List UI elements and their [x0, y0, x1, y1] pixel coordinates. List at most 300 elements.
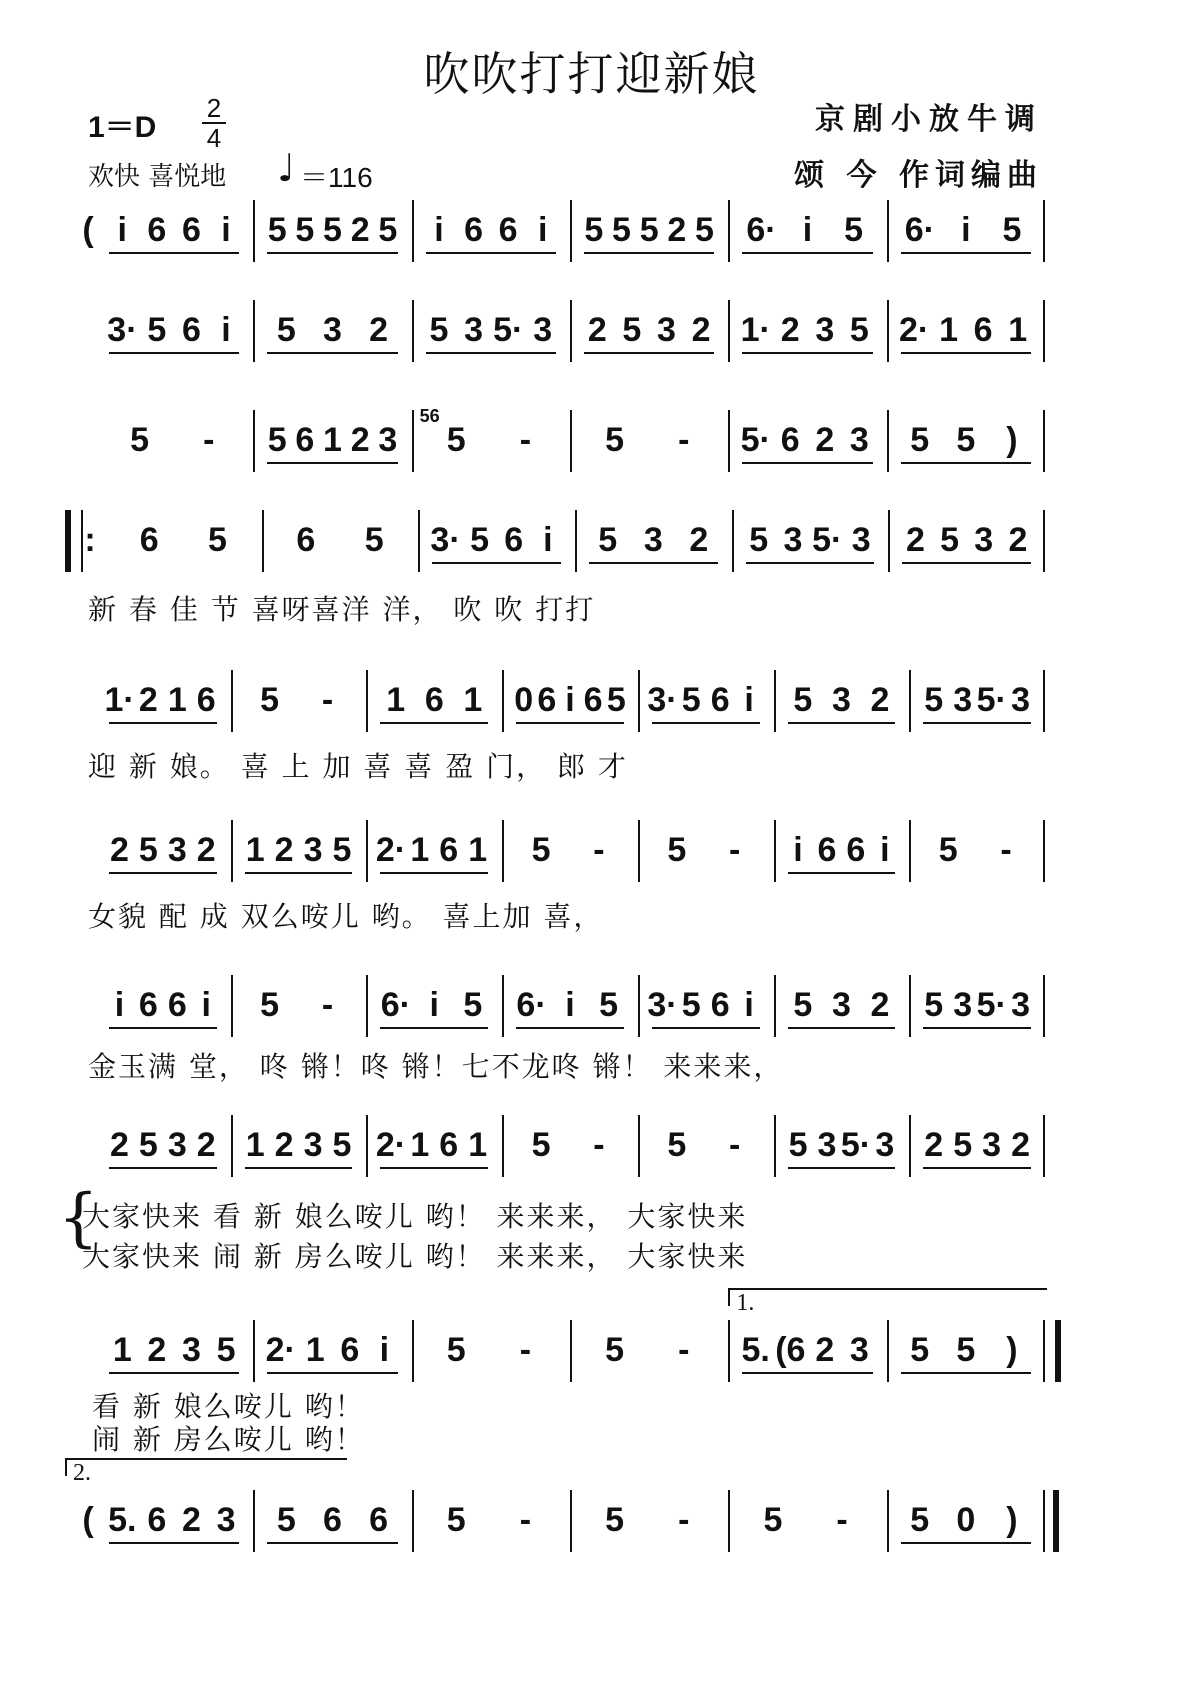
note-symbol: 5 — [910, 1331, 930, 1369]
note-symbol: 3 — [851, 521, 871, 559]
note-symbol: 5 — [378, 211, 398, 249]
note-symbol: 5 — [364, 521, 384, 559]
note-symbol: - — [321, 986, 334, 1024]
note-line — [0, 406, 1183, 470]
score-row — [0, 680, 1183, 740]
note-symbol: 5 — [446, 1331, 466, 1369]
note-symbol: 5 — [216, 1331, 236, 1369]
note-symbol: 5 — [910, 421, 930, 459]
barline — [638, 1115, 640, 1177]
note-symbol: 2 — [109, 1126, 129, 1164]
beam-underline — [109, 722, 217, 724]
score-row — [0, 520, 1183, 580]
barline — [638, 670, 640, 732]
volta-bracket — [728, 1288, 1047, 1306]
note-symbol: i — [744, 986, 754, 1024]
barline — [728, 1490, 730, 1552]
note-symbol: i — [429, 986, 439, 1024]
beam-underline — [788, 872, 896, 874]
beam-underline — [584, 252, 714, 254]
score-row — [0, 830, 1183, 890]
beam-underline — [901, 1542, 1031, 1544]
beam-underline — [923, 1167, 1031, 1169]
note-symbol: 5 — [130, 421, 150, 459]
barline — [728, 200, 730, 262]
note-line — [0, 520, 1183, 570]
note-symbol: 1 — [386, 681, 406, 719]
note-symbol: 6 — [439, 831, 459, 869]
lyric-verse-1: 大家快来 看 新 娘么咹儿 哟！ 来来来， 大家快来 — [82, 1200, 748, 1233]
note-symbol: 2· — [898, 311, 930, 349]
note-symbol: 5· — [840, 1126, 872, 1164]
beam-underline — [901, 462, 1031, 464]
barline — [909, 820, 911, 882]
beam-underline — [923, 1027, 1031, 1029]
note-symbol: 6 — [196, 681, 216, 719]
beam-underline — [267, 462, 397, 464]
note-symbol: 5 — [598, 521, 618, 559]
note-symbol: 3 — [982, 1126, 1002, 1164]
note-symbol: 5 — [260, 986, 280, 1024]
note-line — [0, 680, 1183, 730]
note-symbol: 6 — [340, 1331, 360, 1369]
note-symbol: i — [961, 211, 971, 249]
note-symbol: 5· — [493, 311, 524, 349]
note-symbol: 3 — [303, 1126, 323, 1164]
beam-underline — [267, 252, 397, 254]
note-symbol: 1 — [463, 681, 483, 719]
barline — [909, 975, 911, 1037]
score-row — [0, 1290, 1183, 1390]
note-symbol: i — [117, 211, 127, 249]
note-symbol: - — [678, 1501, 690, 1539]
note-symbol: 5· — [976, 681, 1007, 719]
note-symbol: - — [678, 1331, 690, 1369]
note-symbol: 2 — [147, 1331, 167, 1369]
note-line — [0, 310, 1183, 360]
beam-underline — [109, 1542, 239, 1544]
beam-underline — [788, 1027, 896, 1029]
score-row — [0, 310, 1183, 370]
note-symbol: 6 — [167, 986, 187, 1024]
barline — [502, 820, 504, 882]
note-symbol: 1 — [305, 1331, 325, 1369]
note-symbol: 1 — [323, 421, 342, 459]
note-symbol: 5· — [812, 521, 843, 559]
beam-underline — [245, 872, 353, 874]
barline — [575, 510, 577, 572]
lyric-verse-2: 闹 新 房么咹儿 哟！ — [92, 1423, 365, 1456]
barline — [502, 670, 504, 732]
note-symbol: 5 — [267, 211, 287, 249]
note-line — [0, 830, 1183, 880]
barline — [412, 1320, 414, 1382]
note-symbol: 3· — [107, 311, 138, 349]
note-symbol: 6 — [710, 681, 730, 719]
note-symbol: 6 — [296, 521, 316, 559]
score-row — [0, 1125, 1183, 1185]
barline — [502, 1115, 504, 1177]
note-symbol: 5 — [924, 986, 944, 1024]
beam-underline — [267, 1542, 397, 1544]
barline — [253, 200, 255, 262]
note-symbol: 5 — [849, 311, 869, 349]
score-row — [0, 1460, 1183, 1560]
note-symbol: - — [836, 1501, 848, 1539]
barline — [1043, 200, 1045, 262]
note-symbol: 1 — [468, 831, 488, 869]
note-symbol: ) — [1006, 1501, 1018, 1539]
final-barline — [1043, 1490, 1059, 1552]
score-row — [0, 985, 1183, 1045]
beam-underline — [267, 1372, 397, 1374]
barline — [887, 1320, 889, 1382]
note-symbol: 5 — [1002, 211, 1022, 249]
note-symbol: 5 — [584, 211, 604, 249]
note-symbol: 5 — [924, 681, 944, 719]
note-symbol: 5 — [599, 986, 619, 1024]
barline — [1043, 975, 1045, 1037]
lyric-line: 金玉满 堂， 咚 锵！咚 锵！七不龙咚 锵！ 来来来， — [88, 1050, 784, 1083]
note-symbol: 5 — [531, 831, 551, 869]
beam-underline — [901, 352, 1031, 354]
barline — [502, 975, 504, 1037]
note-symbol: 0 — [514, 681, 534, 719]
beam-underline — [742, 252, 872, 254]
note-symbol: 6 — [973, 311, 993, 349]
note-symbol: - — [519, 1331, 532, 1369]
note-symbol: 5 — [749, 521, 769, 559]
beam-underline — [901, 1372, 1031, 1374]
beam-underline — [742, 1372, 872, 1374]
barline — [909, 670, 911, 732]
lyric-line: 女貌 配 成 双么咹儿 哟。 喜上加 喜， — [88, 900, 604, 933]
note-symbol: 3 — [167, 1126, 187, 1164]
barline — [887, 200, 889, 262]
note-symbol: 2 — [815, 421, 835, 459]
barline — [728, 410, 730, 472]
note-symbol: - — [321, 681, 334, 719]
volta-label: 1. — [736, 1290, 755, 1316]
note-symbol: - — [593, 831, 605, 869]
barline — [888, 510, 890, 572]
barline — [887, 1490, 889, 1552]
barline — [231, 975, 233, 1037]
note-line — [0, 985, 1183, 1035]
note-symbol: 3· — [647, 986, 678, 1024]
note-symbol: 1 — [245, 831, 265, 869]
note-symbol: 3 — [849, 1331, 869, 1369]
beam-underline — [109, 352, 239, 354]
note-symbol: 2 — [274, 1126, 294, 1164]
beam-underline — [788, 722, 896, 724]
lyric-verse-1: 看 新 娘么咹儿 哟！ — [92, 1390, 365, 1423]
note-symbol: 3 — [815, 311, 835, 349]
open-paren: ( — [82, 1501, 94, 1539]
note-symbol: i — [565, 681, 575, 719]
quarter-note-icon: ♩ — [277, 146, 295, 190]
barline — [366, 670, 368, 732]
barline — [887, 410, 889, 472]
note-symbol: 3 — [323, 311, 342, 349]
note-symbol: 5. — [741, 1331, 770, 1369]
beam-underline — [746, 562, 875, 564]
time-signature-bottom: 4 — [206, 123, 222, 153]
time-signature — [200, 94, 228, 152]
barline — [253, 1320, 255, 1382]
barline — [570, 1490, 572, 1552]
note-symbol: 6 — [498, 211, 518, 249]
note-symbol: 5 — [681, 986, 701, 1024]
note-symbol: 6· — [904, 211, 935, 249]
barline — [231, 1115, 233, 1177]
note-symbol: 5 — [260, 681, 280, 719]
note-symbol: 3· — [430, 521, 461, 559]
note-symbol: 1 — [410, 1126, 430, 1164]
barline — [570, 410, 572, 472]
note-symbol: 5 — [793, 681, 813, 719]
note-symbol: i — [565, 986, 575, 1024]
note-symbol: 5 — [605, 1501, 625, 1539]
note-symbol: 6 — [780, 421, 800, 459]
barline — [412, 1490, 414, 1552]
barline — [231, 670, 233, 732]
time-signature-top: 2 — [206, 93, 222, 123]
note-symbol: 6· — [516, 986, 547, 1024]
note-symbol: 3 — [1011, 681, 1030, 719]
barline — [887, 300, 889, 362]
beam-underline — [267, 352, 397, 354]
note-symbol: 6 — [295, 421, 315, 459]
note-symbol: 6 — [504, 521, 524, 559]
note-symbol: 2 — [924, 1126, 944, 1164]
barline — [366, 975, 368, 1037]
note-symbol: 3 — [378, 421, 398, 459]
note-symbol: 5 — [605, 1331, 625, 1369]
barline — [253, 410, 255, 472]
note-symbol: 2 — [780, 311, 800, 349]
beam-underline — [516, 722, 624, 724]
note-symbol: 6 — [147, 1501, 167, 1539]
barline — [570, 1320, 572, 1382]
note-symbol: i — [221, 311, 231, 349]
note-symbol: 2 — [196, 1126, 216, 1164]
barline — [728, 1320, 730, 1382]
note-symbol: 6 — [147, 211, 167, 249]
note-symbol: 5 — [844, 211, 864, 249]
barline — [570, 300, 572, 362]
barline — [732, 510, 734, 572]
beam-underline — [426, 352, 556, 354]
volta-bracket — [65, 1458, 347, 1476]
note-symbol: 1 — [112, 1331, 132, 1369]
note-line — [0, 1125, 1183, 1175]
note-symbol: ) — [1006, 421, 1018, 459]
note-symbol: 1 — [410, 831, 430, 869]
note-symbol: 3 — [875, 1126, 895, 1164]
note-symbol: 6 — [583, 681, 603, 719]
note-symbol: 5 — [938, 831, 958, 869]
note-symbol: 5 — [276, 1501, 296, 1539]
barline — [1043, 1115, 1045, 1177]
note-symbol: 2 — [905, 521, 925, 559]
note-symbol: 6 — [138, 986, 158, 1024]
beam-underline — [901, 252, 1031, 254]
note-symbol: 6 — [439, 1126, 459, 1164]
note-symbol: 2 — [350, 421, 370, 459]
note-symbol: 6 — [424, 681, 444, 719]
note-symbol: 5 — [639, 211, 659, 249]
beam-underline — [652, 1027, 760, 1029]
note-symbol: 2 — [181, 1501, 201, 1539]
note-symbol: 5 — [138, 831, 158, 869]
barline — [728, 300, 730, 362]
note-symbol: 3 — [831, 681, 851, 719]
note-symbol: 6 — [710, 986, 730, 1024]
beam-underline — [923, 722, 1031, 724]
note-symbol: 1 — [245, 1126, 265, 1164]
note-symbol: 5 — [208, 521, 227, 559]
note-symbol: 6 — [464, 211, 483, 249]
note-symbol: - — [203, 421, 215, 459]
lyric-line: 新 春 佳 节 喜呀喜洋 洋， 吹 吹 打打 — [88, 593, 596, 626]
barline — [638, 820, 640, 882]
barline — [774, 670, 776, 732]
beam-underline — [584, 352, 714, 354]
note-symbol: 2 — [1008, 521, 1028, 559]
note-symbol: 6· — [380, 986, 411, 1024]
barline — [366, 820, 368, 882]
lyric-line: 迎 新 娘。 喜 上 加 喜 喜 盈 门， 郎 才 — [88, 750, 628, 783]
repeat-dots: : — [84, 521, 96, 559]
note-symbol: 6· — [746, 211, 777, 249]
beam-underline — [426, 252, 556, 254]
style-note: 京剧小放牛调 — [815, 102, 1043, 137]
score-row — [0, 210, 1183, 270]
note-symbol: 6 — [369, 1501, 389, 1539]
note-symbol: 3 — [953, 986, 973, 1024]
note-symbol: 2 — [870, 681, 890, 719]
note-symbol: i — [379, 1331, 390, 1369]
note-symbol: 5 — [138, 1126, 158, 1164]
note-symbol: ) — [1006, 1331, 1018, 1369]
note-symbol: i — [543, 521, 553, 559]
open-paren: ( — [82, 211, 94, 249]
note-symbol: 5 — [470, 521, 490, 559]
note-symbol: 6 — [817, 831, 837, 869]
note-symbol: 2 — [369, 311, 389, 349]
note-symbol: i — [793, 831, 803, 869]
tempo-value: ＝116 — [300, 162, 373, 193]
barline — [638, 975, 640, 1037]
beam-underline — [432, 562, 561, 564]
barline — [909, 1115, 911, 1177]
note-symbol: 3 — [953, 681, 973, 719]
barline — [253, 1490, 255, 1552]
note-symbol: 5 — [695, 211, 714, 249]
note-symbol: 3 — [831, 986, 851, 1024]
barline — [1043, 410, 1045, 472]
beam-underline — [788, 1167, 896, 1169]
note-symbol: - — [593, 1126, 605, 1164]
key-signature: 1＝D — [88, 111, 157, 144]
note-symbol: 5 — [605, 421, 625, 459]
note-symbol: 2 — [689, 521, 709, 559]
note-symbol: i — [880, 831, 890, 869]
note-symbol: - — [728, 1126, 741, 1164]
note-symbol: 5 — [267, 421, 287, 459]
note-symbol: 1· — [740, 311, 771, 349]
beam-underline — [380, 722, 488, 724]
note-symbol: 2 — [667, 211, 687, 249]
note-symbol: i — [201, 986, 211, 1024]
note-line — [0, 1290, 1183, 1380]
note-symbol: 3 — [849, 421, 869, 459]
note-symbol: 5. — [108, 1501, 137, 1539]
barline — [262, 510, 264, 572]
tempo-marking: 欢快 喜悦地 — [88, 162, 227, 192]
note-symbol: 5 — [295, 211, 315, 249]
barline — [412, 410, 414, 472]
note-symbol: 3 — [216, 1501, 236, 1539]
note-symbol: 2 — [274, 831, 294, 869]
note-symbol: 5 — [531, 1126, 551, 1164]
note-symbol: 6 — [846, 831, 866, 869]
note-symbol: 5 — [622, 311, 642, 349]
barline — [1043, 510, 1045, 572]
barline — [1043, 300, 1045, 362]
credit: 颂 今 作词编曲 — [794, 158, 1043, 193]
note-symbol: 2· — [375, 1126, 407, 1164]
beam-underline — [109, 1027, 217, 1029]
verse-brace: { — [58, 1181, 99, 1255]
note-symbol: 5 — [956, 421, 976, 459]
barline — [774, 1115, 776, 1177]
barline — [774, 820, 776, 882]
note-symbol: 1 — [939, 311, 958, 349]
barline — [253, 300, 255, 362]
beam-underline — [109, 1167, 217, 1169]
note-symbol: 5 — [788, 1126, 808, 1164]
note-symbol: 6 — [537, 681, 557, 719]
note-symbol: 6 — [181, 211, 201, 249]
note-symbol: i — [434, 211, 444, 249]
note-symbol: - — [519, 421, 532, 459]
note-symbol: i — [114, 986, 125, 1024]
score-title: 吹吹打打迎新娘 — [423, 47, 760, 101]
volta-label: 2. — [73, 1460, 91, 1486]
note-symbol: 2 — [350, 211, 370, 249]
note-symbol: - — [728, 831, 741, 869]
note-symbol: (6 — [775, 1331, 806, 1369]
lyric-verse-2: 大家快来 闹 新 房么咹儿 哟！ 来来来， 大家快来 — [82, 1240, 748, 1273]
note-symbol: 0 — [956, 1501, 976, 1539]
note-symbol: 3 — [817, 1126, 837, 1164]
beam-underline — [516, 1027, 624, 1029]
note-symbol: 5 — [940, 521, 960, 559]
barline — [1043, 820, 1045, 882]
note-symbol: 2· — [265, 1331, 296, 1369]
note-symbol: 1 — [1008, 311, 1028, 349]
note-symbol: 3 — [656, 311, 676, 349]
barline — [366, 1115, 368, 1177]
note-symbol: 2 — [138, 681, 158, 719]
barline — [412, 200, 414, 262]
note-symbol: 6 — [139, 521, 159, 559]
barline — [570, 200, 572, 262]
beam-underline — [380, 1027, 488, 1029]
note-symbol: 5 — [323, 211, 342, 249]
